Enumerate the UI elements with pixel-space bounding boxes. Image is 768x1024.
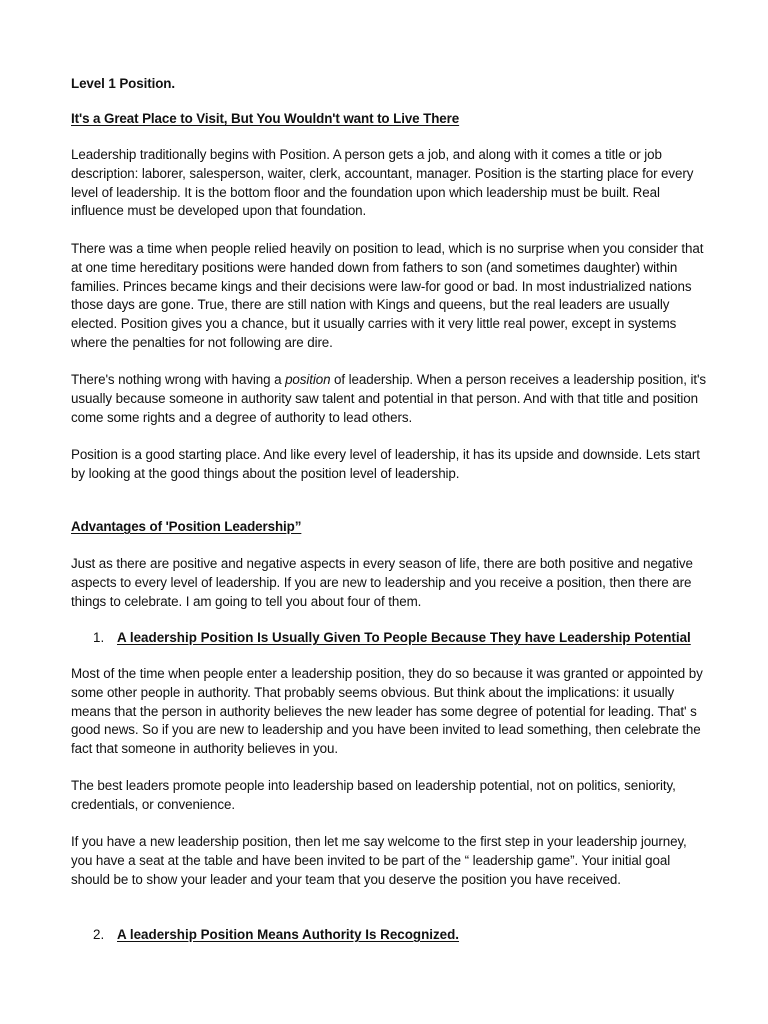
list-heading-1: A leadership Position Is Usually Given To People Because They have Leadership Potential (117, 630, 691, 645)
paragraph-position-intro: Leadership traditionally begins with Position. A person gets a job, and along with it comes a title or job description: laborer, salesperson, waiter, clerk, accountant, manager. Position is the starting place for every level of leadership. It is the bottom floor and the foundation upon which leadership must be built. Real influence must be developed upon that foundation. (71, 147, 694, 219)
paragraph-starting-place: Position is a good starting place. And like every level of leadership, it has its upside and downside. Lets start by looking at the good things about the position level of leadership. (71, 447, 700, 481)
emphasis-position: position (285, 372, 331, 387)
paragraph-welcome: If you have a new leadership position, then let me say welcome to the first step in your leadership journey, you have a seat at the table and have been invited to be part of the “ leadership game”. Your initial goal should be to show your leader and your team that you deserve the position you have received. (71, 834, 687, 887)
paragraph-nothing-wrong (71, 371, 711, 427)
paragraph-most-of-the-time: Most of the time when people enter a leadership position, they do so because it was granted or appointed by some other people in authority. That probably seems obvious. But think about the implications: it usually means that the person in authority believes the new leader has some degree of potential for leading. That' s good news. So if you are new to leadership and you have been invited to lead something, then celebrate the fact that someone in authority believes in you. (71, 666, 703, 757)
list-number-2: 2. (93, 927, 105, 942)
list-heading-2: A leadership Position Means Authority Is Recognized. (117, 927, 460, 942)
paragraph-history: There was a time when people relied heavily on position to lead, which is no surprise when you consider that at one time hereditary positions were handed down from fathers to son (and sometimes daughter) within families. Princes became kings and their decisions were law-for good or bad. In most industrialized nations those days are gone. True, there are still nation with Kings and queens, but the real leaders are usually elected. Position gives you a chance, but it usually carries with it very little real power, except in systems where the penalties for not following are dire. (71, 241, 704, 350)
paragraph-best-leaders: The best leaders promote people into leadership based on leadership potential, not on politics, seniority, credentials, or convenience. (71, 778, 676, 812)
advantages-heading: Advantages of 'Position Leadership” (71, 519, 302, 534)
level-title: Level 1 Position. (71, 76, 175, 91)
paragraph-text: of leadership. When a person receives a leadership position, it's usually because someone in authority saw talent and potential in that person. And with that title and position come some rights and a degree of authority to lead others. (71, 372, 707, 425)
section-subtitle: It's a Great Place to Visit, But You Wouldn't want to Live There (71, 111, 460, 126)
paragraph-positive-negative: Just as there are positive and negative aspects in every season of life, there are both positive and negative aspects to every level of leadership. If you are new to leadership and you receive a position, then there are things to celebrate. I am going to tell you about four of them. (71, 556, 693, 609)
list-number-1: 1. (93, 630, 105, 645)
paragraph-text: There's nothing wrong with having a (71, 372, 286, 387)
